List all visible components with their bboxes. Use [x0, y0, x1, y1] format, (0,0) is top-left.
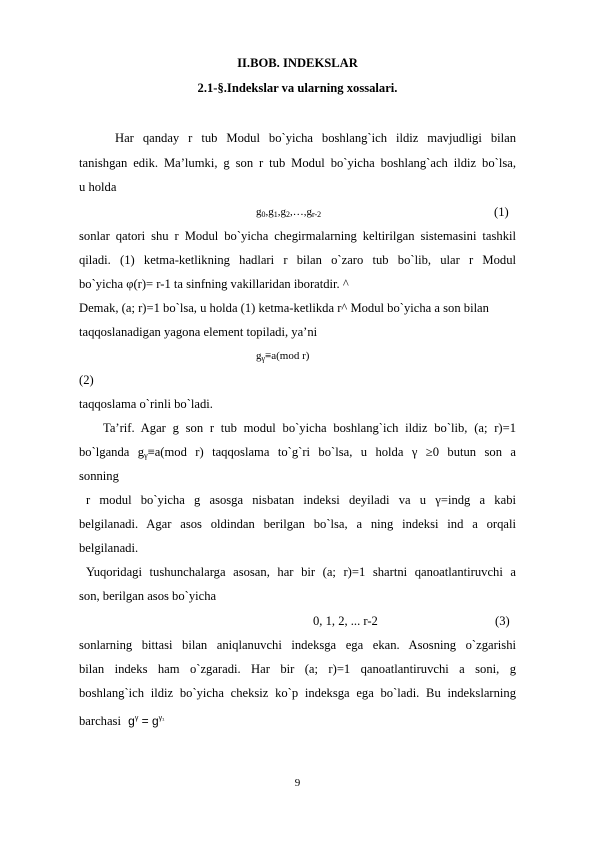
- page-number: 9: [294, 777, 301, 789]
- paragraph-line: belgilanadi. Agar asos oldindan berilgan bo`lsa, a ning indeksi ind a orqali: [79, 517, 516, 531]
- formula-index-range: 0, 1, 2, ... r-2: [313, 614, 378, 628]
- paragraph-line: bo`yicha φ(r)= r-1 ta sinfning vakillaridan iboratdir. ^: [79, 277, 349, 291]
- paragraph-line: belgilanadi.: [79, 541, 139, 555]
- paragraph-line: bilan indeks ham o`zgaradi. Har bir (a; r)=1 qanoatlantiruvchi a soni, g: [79, 662, 516, 676]
- formula-congruence: $g_\gamma\equiv a(mod$ r): [256, 350, 310, 363]
- chapter-heading: II.BOB. INDEKSLAR: [237, 56, 358, 70]
- paragraph-line: Ta’rif. Agar g son r tub modul bo`yicha boshlang`ich ildiz bo`lib, (a; r)=1: [103, 421, 516, 435]
- equation-number: (3): [495, 614, 510, 628]
- formula-index-equality: $g^\gamma = g^{\gamma_1}$: [128, 714, 165, 728]
- paragraph-line: son, berilgan asos bo`yicha: [79, 589, 217, 603]
- paragraph-line: sonning: [79, 469, 119, 483]
- paragraph-line: u holda: [79, 180, 117, 194]
- paragraph-line: sonlarning bittasi bilan aniqlanuvchi indeksga ega ekan. Asosning o`zgarishi: [79, 638, 516, 652]
- paragraph-line: bo`lganda $g_\gamma\equiv a(mod$ r) taqqoslama to`g`ri bo`lsa, u holda γ ≥0 butun son a: [79, 445, 516, 460]
- paragraph-line: qiladi. (1) ketma-ketlikning hadlari r bilan o`zaro tub bo`lib, ular r Modul: [79, 253, 516, 267]
- paragraph-line: Har qanday r tub Modul bo`yicha boshlang`ich ildiz mavjudligi bilan: [115, 131, 516, 145]
- paragraph-line: tanishgan edik. Ma’lumki, g son r tub Modul bo`yicha boshlang`ach ildiz bo`lsa,: [79, 156, 516, 170]
- paragraph-line: Demak, (a; r)=1 bo`lsa, u holda (1) ketma-ketlikda r^ Modul bo`yicha a son bilan: [79, 301, 489, 315]
- paragraph-line: Yuqoridagi tushunchalarga asosan, har bir (a; r)=1 shartni qanoatlantiruvchi a: [86, 565, 516, 579]
- equation-number: (2): [79, 373, 94, 387]
- paragraph-line: taqqoslama o`rinli bo`ladi.: [79, 397, 213, 411]
- paragraph-line: sonlar qatori shu r Modul bo`yicha chegirmalarning keltirilgan sistemasini tashkil: [79, 229, 516, 243]
- paragraph-line: taqqoslanadigan yagona element topiladi, ya’ni: [79, 325, 318, 339]
- paragraph-line: r modul bo`yicha g asosga nisbatan indeksi deyiladi va u γ=indg a kabi: [86, 493, 516, 507]
- equation-number: (1): [494, 205, 509, 219]
- section-heading: 2.1-§.Indekslar va ularning xossalari.: [197, 81, 398, 95]
- paragraph-line: barchasi $g^\gamma = g^{\gamma_1}$: [79, 714, 165, 728]
- formula-sequence: $g_0,g_1,g_2,\dots,g_{r-2}$: [256, 206, 322, 219]
- paragraph-line: boshlang`ich ildiz bo`yicha cheksiz ko`p indeksga ega bo`ladi. Bu indekslarning: [79, 686, 516, 700]
